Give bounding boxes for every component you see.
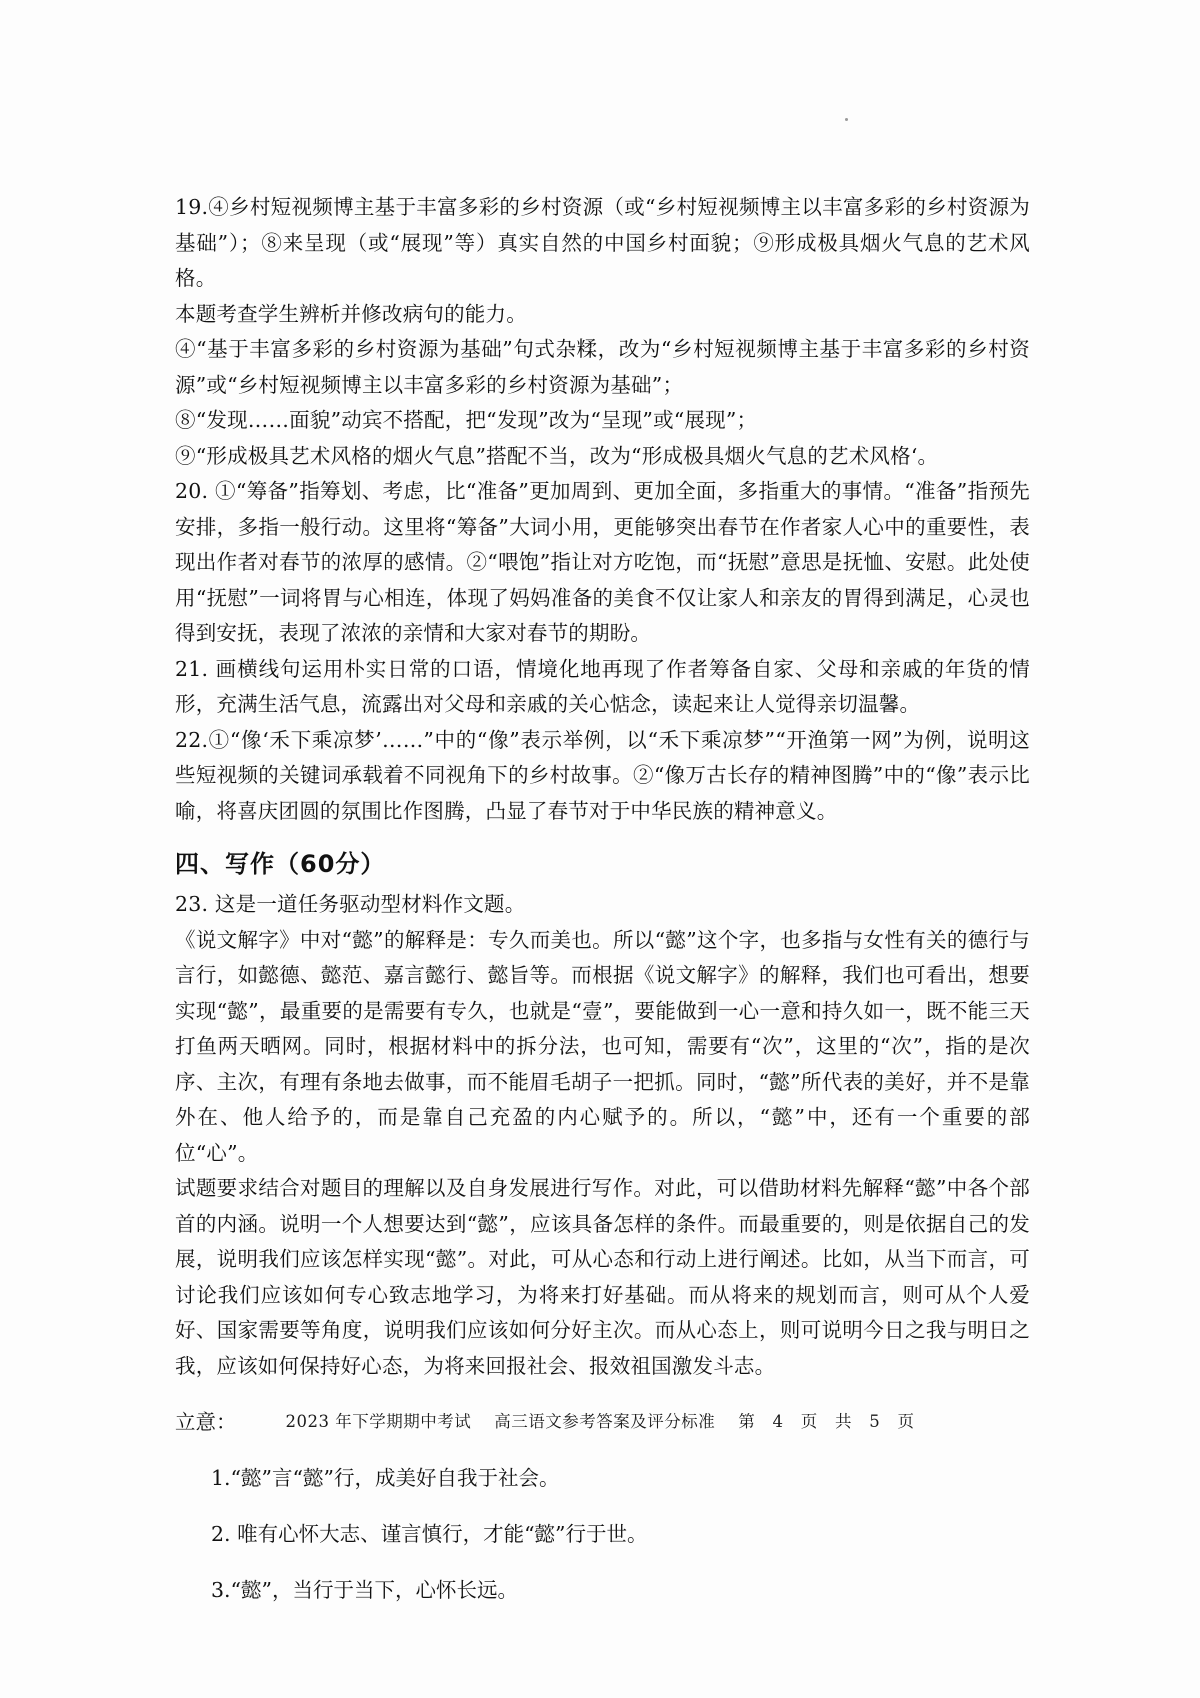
footer-gap-3 bbox=[761, 1412, 767, 1431]
footer-gap-1 bbox=[477, 1412, 489, 1431]
answer-paragraph-20: 20. ①“筹备”指筹划、考虑，比“准备”更加周到、更加全面，多指重大的事情。“准备”指预先安排，多指一般行动。这里将“筹备”大词小用，更能够突出春节在作者家人心中的重要性，表现出作者对春节的浓厚的感情。②“喂饱”指让对方吃饱，而“抚慰”意思是抚恤、安慰。此处使用“抚慰”一词将胃与心相连，体现了妈妈准备的美食不仅让家人和亲友的胃得到满足，心灵也得到安抚，表现了浓浓的亲情和大家对春节的期盼。 bbox=[175, 479, 1030, 645]
answer-paragraph-23-material: 《说文解字》中对“懿”的解释是：专久而美也。所以“懿”这个字，也多指与女性有关的德行与言行，如懿德、懿范、嘉言懿行、懿旨等。而根据《说文解字》的解释，我们也可看出，想要实现“懿”，最重要的是需要有专久，也就是“壹”，要能做到一心一意和持久如一，既不能三天打鱼两天晒网。同时，根据材料中的拆分法，也可知，需要有“次”，这里的“次”，指的是次序、主次，有理有条地去做事，而不能眉毛胡子一把抓。同时，“懿”所代表的美好，并不是靠外在、他人给予的，而是靠自己充盈的内心赋予的。所以，“懿”中，还有一个重要的部位“心”。 bbox=[175, 927, 1030, 1165]
footer-gap-2 bbox=[721, 1412, 733, 1431]
footer-gap-4 bbox=[789, 1412, 795, 1431]
answer-point-8: ⑧“发现……面貌”动宾不搭配，把“发现”改为“呈现”或“展现”； bbox=[175, 408, 758, 432]
liyi-item-2: 2. 唯有心怀大志、谨言慎行，才能“懿”行于世。 bbox=[211, 1521, 648, 1546]
answer-paragraph-19: 19.④乡村短视频博主基于丰富多彩的乡村资源（或“乡村短视频博主以丰富多彩的乡村资源为基础”）；⑧来呈现（或“展现”等）真实自然的中国乡村面貌；⑨形成极具烟火气息的艺术风格。 bbox=[175, 195, 1030, 290]
answer-point-4: ④“基于丰富多彩的乡村资源为基础”句式杂糅，改为“乡村短视频博主基于丰富多彩的乡村资源”或“乡村短视频博主以丰富多彩的乡村资源为基础”； bbox=[175, 337, 1030, 397]
footer-page-unit: 页 bbox=[800, 1412, 818, 1431]
answer-paragraph-23-intro: 23. 这是一道任务驱动型材料作文题。 bbox=[175, 892, 526, 916]
answer-paragraph-23-requirements: 试题要求结合对题目的理解以及自身发展进行写作。对此，可以借助材料先解释“懿”中各个部首的内涵。说明一个人想要达到“懿”，应该具备怎样的条件。而最重要的，则是依据自己的发展，说明我们应该怎样实现“懿”。对此，可从心态和行动上进行阐述。比如，从当下而言，可讨论我们应该如何专心致志地学习，为将来打好基础。而从将来的规划而言，则可从个人爱好、国家需要等角度，说明我们应该如何分好主次。而从心态上，则可说明今日之我与明日之我，应该如何保持好心态，为将来回报社会、报效祖国激发斗志。 bbox=[175, 1176, 1030, 1378]
footer-gap-7 bbox=[886, 1412, 892, 1431]
footer-gap-5 bbox=[824, 1412, 830, 1431]
answer-paragraph-22: 22.①“像‘禾下乘凉梦’……”中的“像”表示举例，以“禾下乘凉梦”“开渔第一网”为例，说明这些短视频的关键词承载着不同视角下的乡村故事。②“像万古长存的精神图腾”中的“像”表示比喻，将喜庆团圆的氛围比作图腾，凸显了春节对于中华民族的精神意义。 bbox=[175, 727, 1030, 823]
footer-page-label: 第 bbox=[738, 1412, 756, 1431]
answer-point-9: ⑨“形成极具艺术风格的烟火气息”搭配不当，改为“形成极具烟火气息的艺术风格‘。 bbox=[175, 443, 939, 468]
footer-gap-6 bbox=[858, 1412, 864, 1431]
answer-analysis-intro: 本题考查学生辨析并修改病句的能力。 bbox=[175, 301, 527, 326]
footer-subject: 高三语文参考答案及评分标准 bbox=[494, 1412, 716, 1431]
liyi-label: 立意： bbox=[175, 1409, 237, 1434]
section-heading-writing: 四、写作（60分） bbox=[175, 850, 386, 878]
stray-ink-dot bbox=[845, 118, 848, 121]
answer-paragraph-21: 21. 画横线句运用朴实日常的口语，情境化地再现了作者筹备自家、父母和亲戚的年货的情形，充满生活气息，流露出对父母和亲戚的关心惦念，读起来让人觉得亲切温馨。 bbox=[175, 656, 1030, 716]
footer-total-label: 共 bbox=[835, 1412, 852, 1431]
liyi-item-3: 3.“懿”，当行于当下，心怀长远。 bbox=[211, 1577, 519, 1602]
page-footer bbox=[0, 1408, 1200, 1432]
footer-total-unit: 页 bbox=[897, 1412, 915, 1431]
footer-page-number: 4 bbox=[772, 1412, 784, 1431]
footer-exam: 2023 年下学期期中考试 bbox=[285, 1412, 472, 1431]
footer-total-pages: 5 bbox=[869, 1412, 881, 1431]
liyi-item-1: 1.“懿”言“懿”行，成美好自我于社会。 bbox=[211, 1465, 560, 1490]
